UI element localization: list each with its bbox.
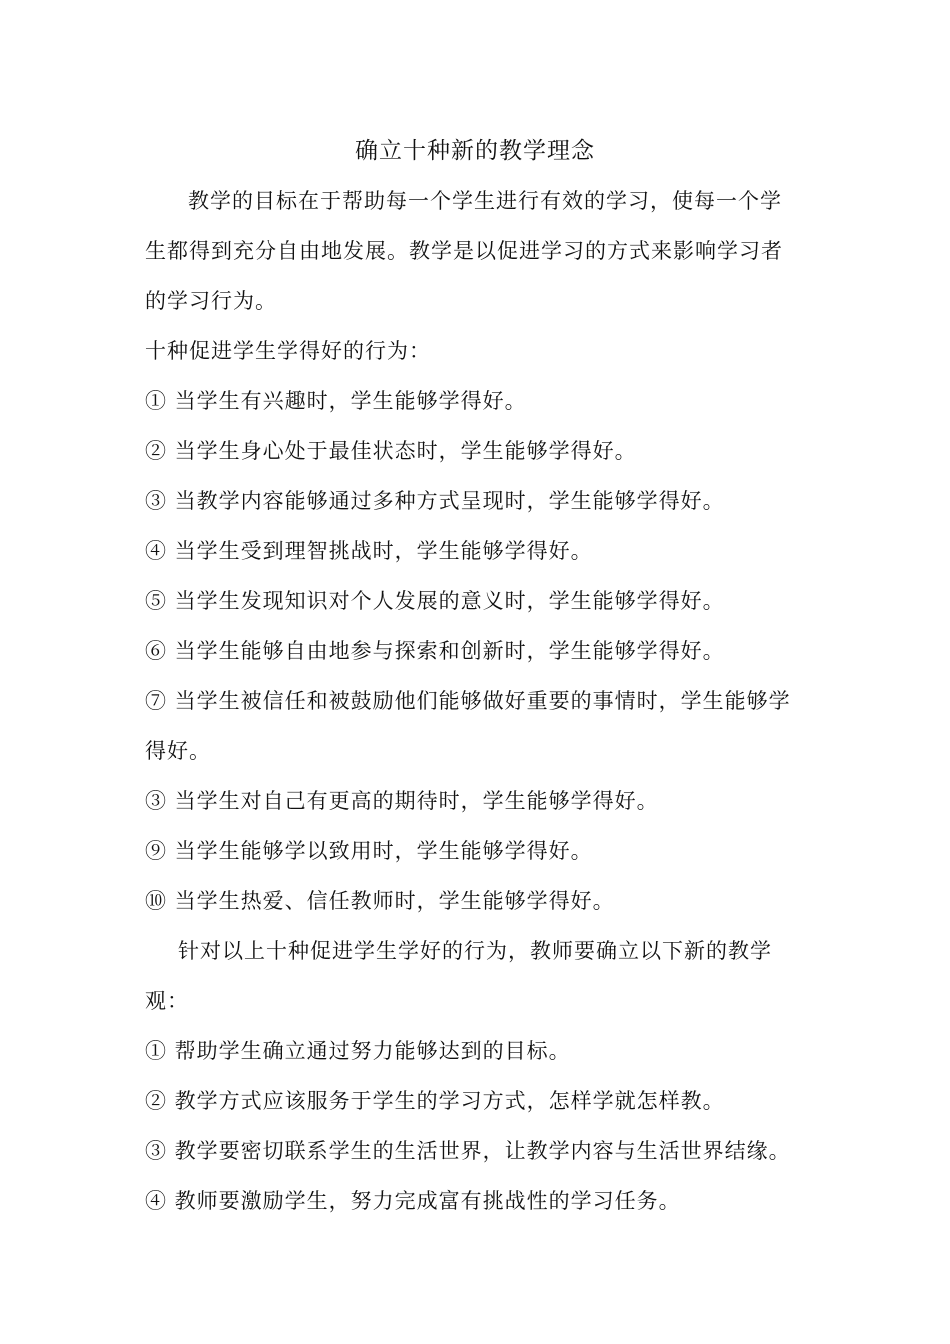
views-intro-line-1: 针对以上十种促进学生学好的行为，教师要确立以下新的教学 — [178, 939, 772, 963]
view-item: ④ 教师要激励学生，努力完成富有挑战性的学习任务。 — [145, 1189, 681, 1213]
behavior-item: ⑥ 当学生能够自由地参与探索和创新时，学生能够学得好。 — [145, 639, 725, 663]
behavior-item: ① 当学生有兴趣时，学生能够学得好。 — [145, 389, 527, 413]
intro-line-2: 生都得到充分自由地发展。教学是以促进学习的方式来影响学习者 — [145, 239, 783, 263]
view-item: ③ 教学要密切联系学生的生活世界，让教学内容与生活世界结缘。 — [145, 1139, 791, 1163]
behavior-item: ③ 当教学内容能够通过多种方式呈现时，学生能够学得好。 — [145, 489, 725, 513]
behavior-item: ⑤ 当学生发现知识对个人发展的意义时，学生能够学得好。 — [145, 589, 725, 613]
intro-line-1: 教学的目标在于帮助每一个学生进行有效的学习，使每一个学 — [188, 189, 782, 213]
view-item: ② 教学方式应该服务于学生的学习方式，怎样学就怎样教。 — [145, 1089, 725, 1113]
document-title: 确立十种新的教学理念 — [355, 138, 595, 164]
behavior-item: ⑨ 当学生能够学以致用时，学生能够学得好。 — [145, 839, 593, 863]
behavior-item: ④ 当学生受到理智挑战时，学生能够学得好。 — [145, 539, 593, 563]
view-item: ① 帮助学生确立通过努力能够达到的目标。 — [145, 1039, 571, 1063]
views-intro-line-2: 观： — [145, 989, 189, 1013]
behavior-item: ⑩ 当学生热爱、信任教师时，学生能够学得好。 — [145, 889, 615, 913]
behavior-item: ⑦ 当学生被信任和被鼓励他们能够做好重要的事情时，学生能够学 — [145, 689, 791, 713]
behavior-item: ② 当学生身心处于最佳状态时，学生能够学得好。 — [145, 439, 637, 463]
behavior-item-continuation: 得好。 — [145, 739, 211, 763]
behavior-item: ③ 当学生对自己有更高的期待时，学生能够学得好。 — [145, 789, 659, 813]
behaviors-heading: 十种促进学生学得好的行为： — [145, 339, 431, 363]
intro-line-3: 的学习行为。 — [145, 289, 277, 313]
